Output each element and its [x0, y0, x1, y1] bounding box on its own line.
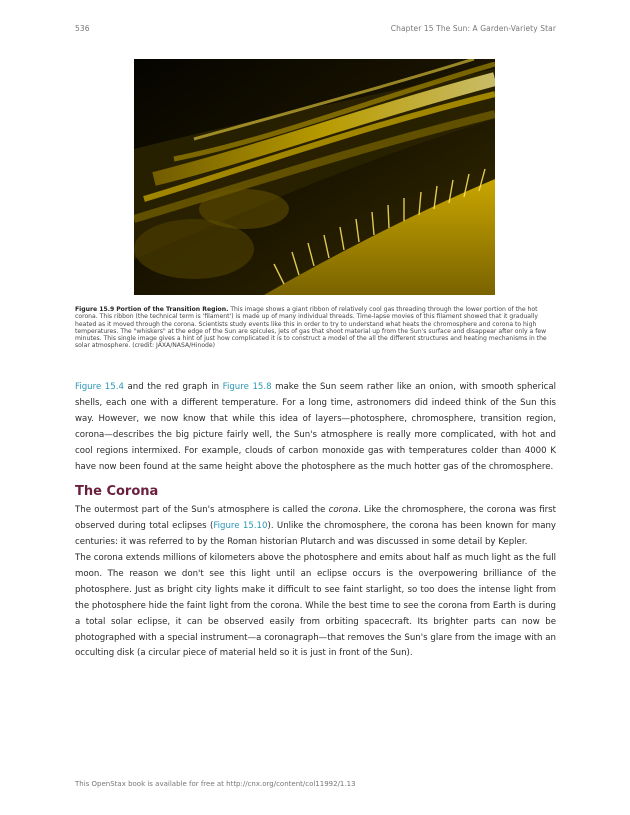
paragraph-text: ). Unlike the chromosphere, the corona has been known for many centuries: it was referred to by the Roman historian Plutarch and was discussed in some detail by Kepler.: [75, 520, 556, 547]
page-number: 536: [75, 24, 90, 33]
figure-title: Portion of the Transition Region.: [116, 306, 229, 313]
paragraph-text: make the Sun seem rather like an onion, with smooth spherical shells, each one with a different temperature. For a long time, astronomers did indeed think of the Sun this way. However, we now know that while this idea of layers—photosphere, chromosphere, transition region, corona—describes the big picture fairly well, the Sun's atmosphere is really more complicated, with hot and cool regions intermixed. For example, clouds of carbon monoxide gas with temperatures colder than 4000 K have now been found at the same height above the photosphere as the much hotter gas of the chromosphere.: [75, 382, 556, 472]
chapter-title: Chapter 15 The Sun: A Garden-Variety Star: [390, 24, 556, 33]
link-figure-15-8[interactable]: Figure 15.8: [222, 382, 272, 392]
paragraph-corona-observation: The corona extends millions of kilometers above the photosphere and emits about half as much light as the full moon. The reason we don't see this light until an eclipse occurs is the overpowering brilliance of the photosphere. Just as bright city lights make it difficult to see faint starlight, so too does the intense light from the photosphere hide the faint light from the corona. While the best time to see the corona from Earth is during a total solar eclipse, it can be observed easily from orbiting spacecraft. Its brighter parts can now be photographed with a special instrument—a coronagraph—that removes the Sun's glare from the image with an occulting disk (a circular piece of material held so it is just in front of the Sun).: [75, 553, 557, 659]
figure-label: Figure 15.9: [75, 306, 115, 313]
paragraph-onion-model: [75, 380, 556, 475]
section-heading-corona: The Corona: [75, 484, 159, 499]
link-figure-15-10[interactable]: Figure 15.10: [213, 520, 268, 531]
key-term-corona: corona: [328, 505, 359, 515]
paragraph-corona-intro: [75, 503, 556, 551]
link-figure-15-4[interactable]: Figure 15.4: [75, 382, 124, 392]
paragraph-text: The outermost part of the Sun's atmosphere is called the: [75, 505, 329, 515]
figure-caption: [75, 306, 556, 350]
footer-source: This OpenStax book is available for free at http://cnx.org/content/col11992/1.13: [75, 780, 356, 788]
paragraph-text: and the red graph in: [123, 382, 223, 392]
solar-transition-region-image: [134, 59, 495, 295]
paragraph-text: . Like the chromosphere, the corona was first observed during total eclipses (: [75, 505, 556, 531]
figure-caption-text: This image shows a giant ribbon of relatively cool gas threading through the lower portion of the hot corona. This ribbon (the technical term is 'filament') is made up of many individual threads. Time-lapse movies of this filament showed that it gradually heated as it moved through the corona. Scientists study events like this in order to try to understand what heats the chromosphere and corona to high temperatures. The "whiskers" at the edge of the Sun are spicules, jets of gas that shoot material up from the Sun's surface and disappear after only a few minutes. This single image gives a hint of just how complicated it is to construct a model of the all the different structures and heating mechanisms in the solar atmosphere. (credit: JAXA/NASA/Hinode): [75, 306, 547, 350]
